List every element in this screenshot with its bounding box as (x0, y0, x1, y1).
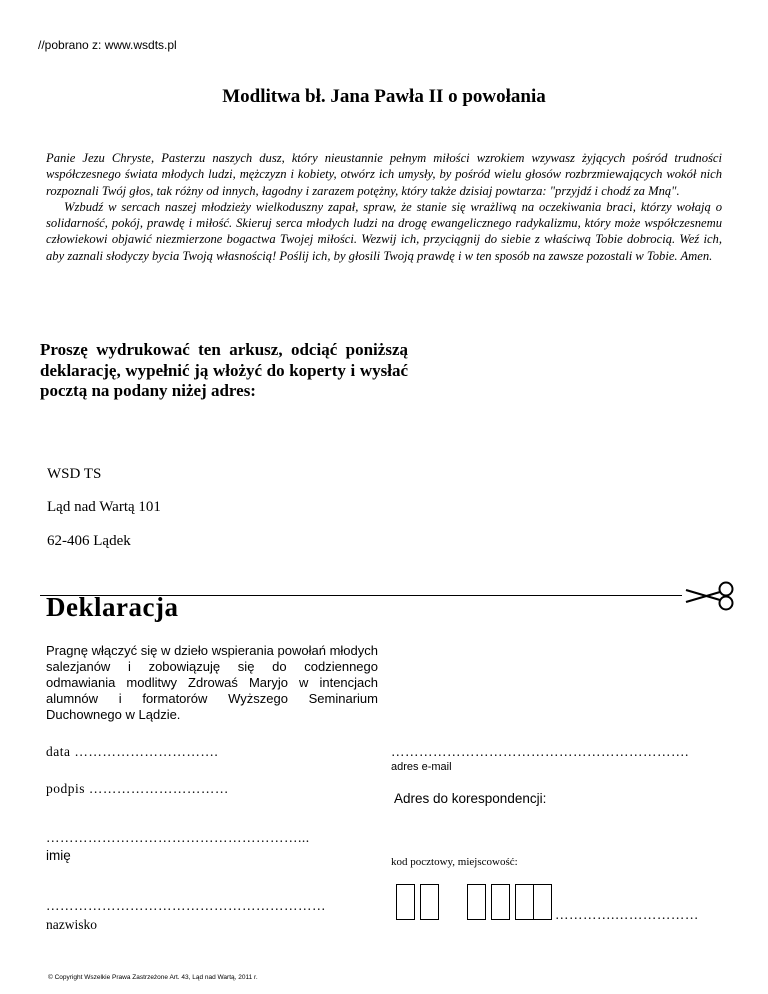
postal-code-box-6[interactable] (533, 884, 552, 920)
prayer-paragraph-1: Panie Jezu Chryste, Pasterzu naszych dusz, który nieustannie pełnym miłości wzrokiem wzywasz żyjących pośród trudności współczesnego świata młodych ludzi, mężczyzn i kobiety, otwórz ich umysły, by pośród wielu głosów rozbrzmiewających wokół nich rozpoznali Twój głos, tak różny od innych, łagodny i zarazem potężny, który także dzisiaj powtarza: "przyjdź i chodź za Mną". (46, 151, 722, 198)
source-note: //pobrano z: www.wsdts.pl (38, 38, 177, 52)
signature-field[interactable]: podpis ………………………… (46, 781, 229, 796)
address-line-2: Ląd nad Wartą 101 (47, 499, 161, 515)
email-field[interactable]: ………………………………………………………. (391, 744, 689, 759)
last-name-label: nazwisko (46, 917, 97, 932)
pledge-text: Pragnę włączyć się w dzieło wspierania powołań młodych salezjanów i zobowiązuję się do codziennego odmawiania modlitwy Zdrowaś Maryjo w intencjach alumnów i formatorów Wyższego Seminarium Duchownego w Lądzie. (46, 643, 378, 722)
prayer-paragraph-2: Wzbudź w sercach naszej młodzieży wielkoduszny zapał, spraw, że stanie się wrażliwą na oczekiwania braci, którzy wołają o solidarność, pokój, prawdę i miłość. Skieruj serca młodych ludzi na drogę ewangelicznego radykalizmu, który może współczesnemu człowiekowi objawić niezmierzone bogactwa Twojej miłości. Wezwij ich, przyciągnij do siebie z właściwą Tobie dobrocią. Weź ich, aby zaznali słodyczy bycia Twoją własnością! Poślij ich, by głosili Twoją prawdę i w ten sposób na zawsze pozostali w Tobie. Amen. (46, 199, 722, 263)
postal-code-box-2[interactable] (420, 884, 439, 920)
postal-code-label: kod pocztowy, miejscowość: (391, 856, 518, 868)
first-name-label: imię (46, 848, 71, 863)
correspondence-label: Adres do korespondencji: (394, 791, 547, 806)
email-label: adres e-mail (391, 761, 452, 773)
instructions: Proszę wydrukować ten arkusz, odciąć poniższą deklarację, wypełnić ją włożyć do koperty i wysłać pocztą na podany niżej adres: (40, 340, 408, 400)
page-title: Modlitwa bł. Jana Pawła II o powołania (222, 86, 546, 107)
postal-code-box-3[interactable] (467, 884, 486, 920)
first-name-field[interactable]: ………………………………………………... (46, 830, 310, 845)
date-field[interactable]: data …………………………. (46, 744, 219, 759)
postal-code-box-4[interactable] (491, 884, 510, 920)
declaration-title: Deklaracja (46, 592, 179, 622)
prayer-text (46, 150, 722, 264)
copyright-note: © Copyright Wszelkie Prawa Zastrzeżone Art. 43, Ląd nad Wartą, 2011 r. (48, 974, 258, 981)
scissors-icon (684, 580, 736, 612)
city-field[interactable]: ………….……………… (555, 907, 699, 922)
postal-code-box-5[interactable] (515, 884, 534, 920)
address-line-1: WSD TS (47, 466, 102, 482)
postal-code-box-1[interactable] (396, 884, 415, 920)
last-name-field[interactable]: …………………………………………………… (46, 898, 326, 913)
address-line-3: 62-406 Lądek (47, 533, 131, 549)
